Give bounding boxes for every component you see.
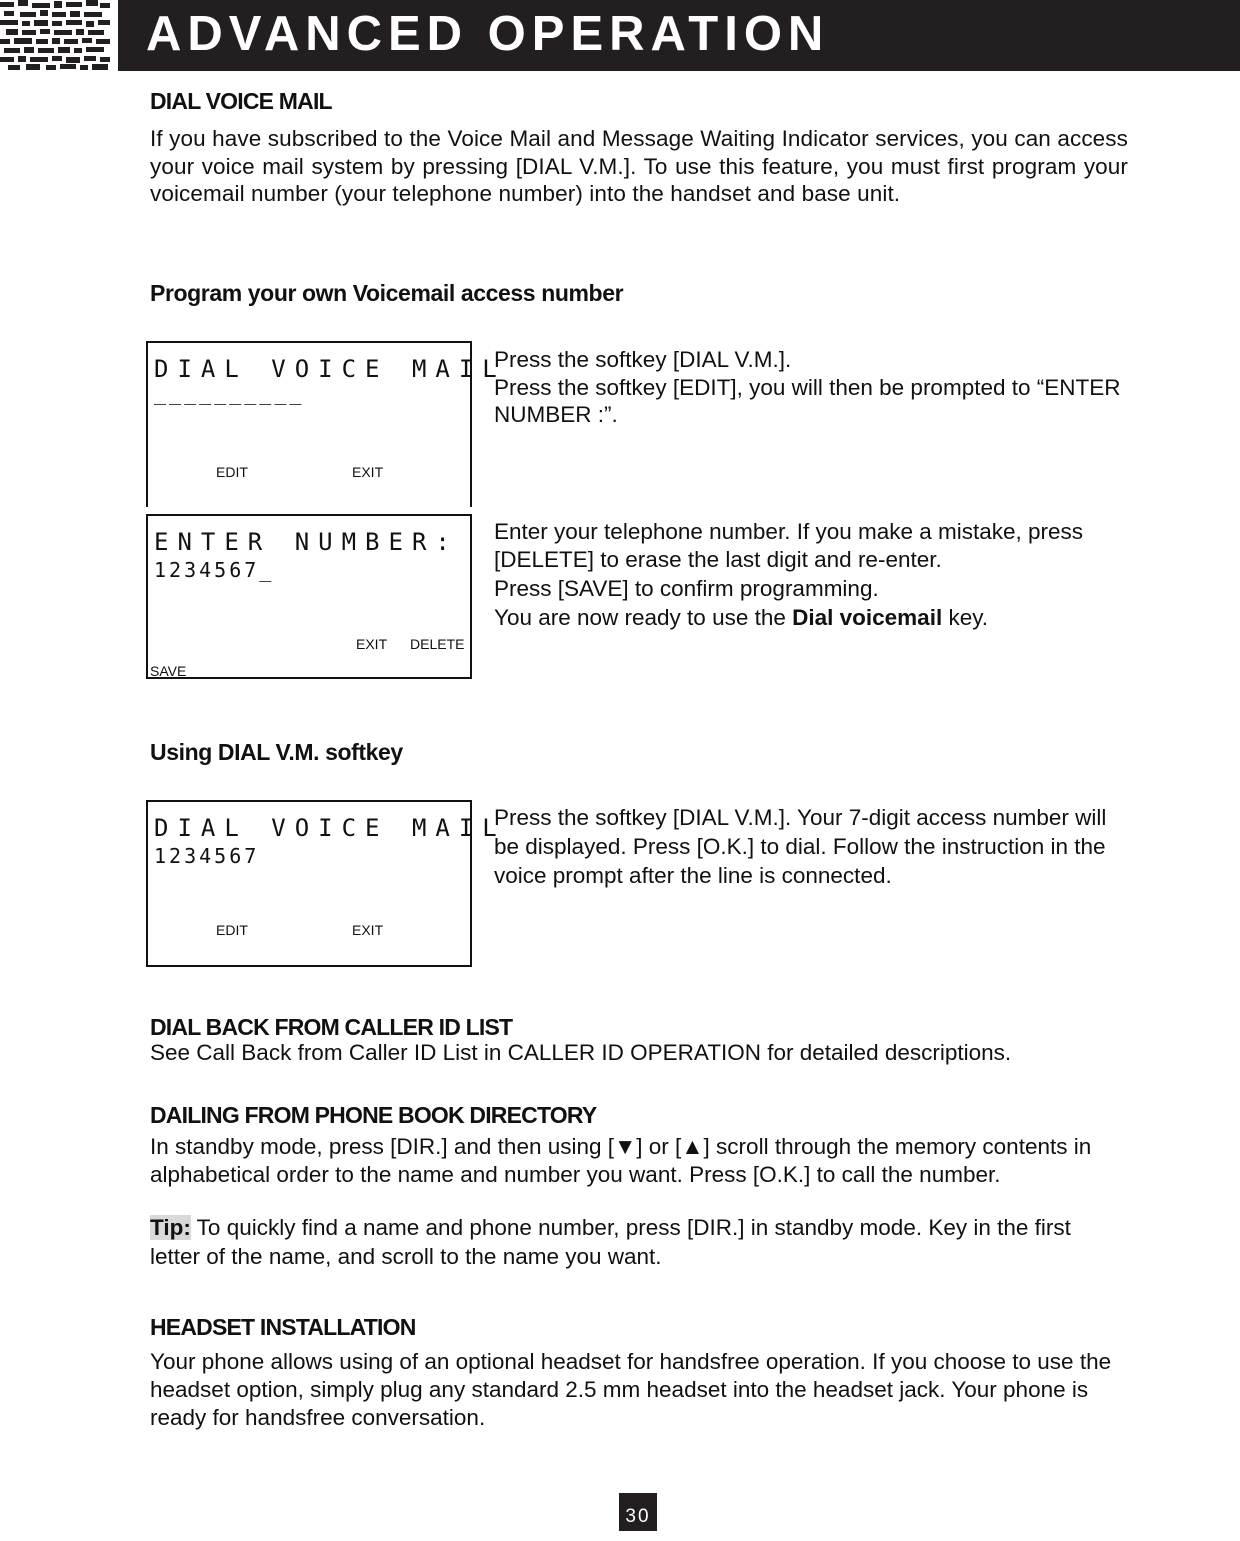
lcd-line-2: 1234567_ [154, 558, 275, 582]
dial-back-paragraph: See Call Back from Caller ID List in CALLER ID OPERATION for detailed descriptions. [150, 1040, 1012, 1065]
instructions-using: Press the softkey [DIAL V.M.]. Your 7-digit access number will be displayed. Press [O.K.] to dial. Follow the instruction in the voice prompt after the line is connected. [494, 805, 1107, 888]
instructions-step-2 [494, 518, 1124, 632]
phone-book-paragraph: In standby mode, press [DIR.] and then using [▼] or [▲] scroll through the memory contents in alphabetical order to the name and number you want. Press [O.K.] to call the number. [150, 1134, 1092, 1187]
page-number: 30 [619, 1493, 657, 1531]
softkey-exit[interactable]: EXIT [356, 636, 388, 652]
page-title: ADVANCED OPERATION [146, 7, 830, 61]
step-2-line-3: You are now ready to use the Dial voicemail key. [494, 605, 989, 630]
softkey-edit[interactable]: EDIT [216, 922, 248, 938]
tip-paragraph [150, 1213, 1110, 1271]
lcd-screen-dial-voice-mail-number [146, 800, 506, 967]
softkey-exit[interactable]: EXIT [352, 464, 384, 480]
section-heading-phone-book: DAILING FROM PHONE BOOK DIRECTORY [150, 1102, 597, 1128]
lcd-line-1: DIAL VOICE MAIL [154, 355, 506, 383]
instructions-step-1 [494, 345, 1134, 428]
lcd-line-1: ENTER NUMBER: [154, 528, 459, 556]
lcd-screen-enter-number [146, 514, 472, 679]
dial-voicemail-key-label: Dial voicemail [792, 605, 943, 630]
lcd-line-1: DIAL VOICE MAIL [154, 814, 506, 842]
corner-pattern-icon [0, 0, 112, 71]
tip-label: Tip: [150, 1215, 191, 1240]
lcd-screen-dial-voice-mail [146, 341, 506, 507]
step-1-line-1: Press the softkey [DIAL V.M.]. [494, 347, 792, 372]
softkey-save[interactable]: SAVE [150, 663, 187, 679]
lcd-line-2: 1234567 [154, 844, 260, 868]
softkey-exit[interactable]: EXIT [352, 922, 384, 938]
intro-paragraph: If you have subscribed to the Voice Mail and Message Waiting Indicator services, you can access your voice mail system by pressing [DIAL V.M.]. To use this feature, you must first program your voicemail number (your telephone number) into the handset and base unit. [150, 126, 1128, 206]
tip-text: To quickly find a name and phone number, press [DIR.] in standby mode. Key in the first letter of the name, and scroll to the name you want. [150, 1215, 1071, 1269]
softkey-edit[interactable]: EDIT [216, 464, 248, 480]
subheading-program: Program your own Voicemail access number [150, 280, 624, 306]
section-heading-dial-voice-mail: DIAL VOICE MAIL [150, 88, 332, 114]
step-2-line-1: Enter your telephone number. If you make a mistake, press [DELETE] to erase the last digit and re-enter. [494, 519, 1084, 572]
lcd-line-2: __________ [154, 381, 305, 405]
subheading-using-softkey: Using DIAL V.M. softkey [150, 739, 403, 765]
softkey-delete[interactable]: DELETE [410, 636, 465, 652]
headset-paragraph: Your phone allows using of an optional headset for handsfree operation. If you choose to use the headset option, simply plug any standard 2.5 mm headset into the headset jack. Your phone is ready for handsfree conversation. [150, 1349, 1112, 1430]
step-2-line-2: Press [SAVE] to confirm programming. [494, 576, 879, 601]
section-heading-headset: HEADSET INSTALLATION [150, 1314, 416, 1340]
section-heading-dial-back: DIAL BACK FROM CALLER ID LIST [150, 1014, 513, 1040]
step-1-line-2: Press the softkey [EDIT], you will then be prompted to “ENTER NUMBER :”. [494, 375, 1121, 427]
